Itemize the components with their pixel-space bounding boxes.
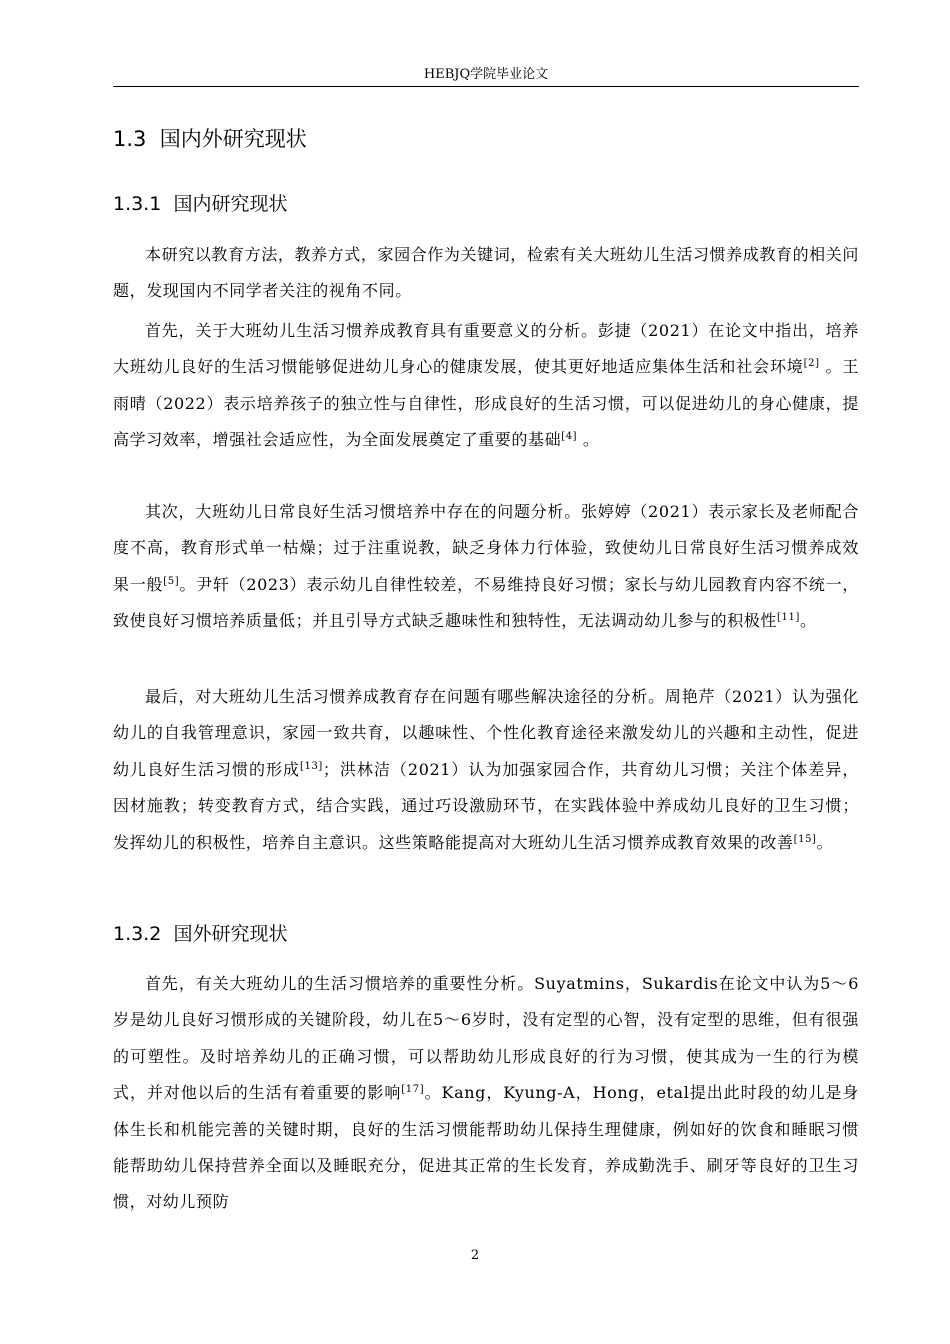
section-number: 1.3 (113, 127, 147, 151)
paragraph-foreign-importance (113, 966, 859, 1221)
running-header-title: HEBJQ学院毕业论文 (423, 67, 549, 82)
subsection-number: 1.3.2 (113, 923, 162, 945)
paragraph-text: 本研究以教育方法，教养方式，家园合作为关键词，检索有关大班幼儿生活习惯养成教育的相关问题，发现国内不同学者关注的视角不同。 (113, 245, 859, 301)
citation: [5] (163, 575, 180, 587)
paragraph-text: ；洪林洁（2021）认为加强家园合作，共育幼儿习惯；关注个体差异，因材施教；转变教育方式，结合实践，通过巧设激励环节，在实践体验中养成幼儿良好的卫生习惯；发挥幼儿的积极性，培养自主意识。这些策略能提高对大班幼儿生活习惯养成教育效果的改善 (113, 759, 859, 852)
subsection-title: 国内研究现状 (173, 193, 288, 215)
subsection-number: 1.3.1 (113, 193, 162, 215)
paragraph-text: 。Kang，Kyung-A，Hong，etal提出此时段的幼儿是身体生长和机能完善的关键时期，良好的生活习惯能帮助幼儿保持生理健康，例如好的饮食和睡眠习惯能帮助幼儿保持营养全面以及睡眠充分，促进其正常的生长发育，养成勤洗手、刷牙等良好的卫生习惯，对幼儿预防 (113, 1083, 859, 1212)
paragraph-text: 。 (799, 611, 817, 631)
paragraph-text: 最后，对大班幼儿生活习惯养成教育存在问题有哪些解决途径的分析。周艳芹（2021）认为强化幼儿的自我管理意识，家园一致共育，以趣味性、个性化教育途径来激发幼儿的兴趣和主动性，促进幼儿良好生活习惯的形成 (113, 687, 859, 779)
citation: [4] (561, 431, 578, 443)
citation: [13] (299, 760, 323, 772)
paragraph-solutions (113, 679, 859, 861)
subsection-title: 国外研究现状 (173, 923, 288, 945)
paragraph-text: 。 (577, 430, 600, 450)
citation: [11] (777, 612, 800, 624)
citation: [2] (803, 358, 820, 370)
citation: [15] (793, 833, 817, 845)
page-number: 2 (470, 1248, 480, 1263)
subsection-heading-foreign (113, 921, 287, 947)
citation: [17] (401, 1084, 425, 1096)
paragraph-text: 。王雨晴（2022）表示培养孩子的独立性与自律性，形成良好的生活习惯，可以促进幼儿的身心健康，提高学习效率，增强社会适应性，为全面发展奠定了重要的基础 (113, 357, 860, 450)
section-title: 国内外研究现状 (159, 127, 307, 151)
paragraph-text: 首先，关于大班幼儿生活习惯养成教育具有重要意义的分析。彭捷（2021）在论文中指出，培养大班幼儿良好的生活习惯能够促进幼儿身心的健康发展，使其更好地适应集体生活和社会环境 (113, 321, 859, 377)
paragraph-intro (113, 237, 859, 310)
section-heading (113, 124, 307, 154)
paragraph-problems (113, 494, 859, 640)
running-header (113, 66, 859, 87)
paragraph-significance (113, 313, 859, 459)
subsection-heading-domestic (113, 191, 287, 217)
paragraph-text: 。 (816, 832, 834, 852)
paragraph-text: 。尹轩（2023）表示幼儿自律性较差，不易维持良好习惯；家长与幼儿园教育内容不统一，致使良好习惯培养质量低；并且引导方式缺乏趣味性和独特性，无法调动幼儿参与的积极性 (113, 574, 859, 631)
paragraph-text: 首先，有关大班幼儿的生活习惯培养的重要性分析。Suyatmins，Sukardis在论文中认为5～6岁是幼儿良好习惯形成的关键阶段，幼儿在5～6岁时，没有定型的心智，没有定型的思维，但有很强的可塑性。及时培养幼儿的正确习惯，可以帮助幼儿形成良好的行为习惯，使其成为一生的行为模式，并对他以后的生活有着重要的影响 (113, 974, 859, 1103)
paragraph-text: 其次，大班幼儿日常良好生活习惯培养中存在的问题分析。张婷婷（2021）表示家长及老师配合度不高，教育形式单一枯燥；过于注重说教，缺乏身体力行体验，致使幼儿日常良好生活习惯养成效果一般 (113, 502, 859, 594)
